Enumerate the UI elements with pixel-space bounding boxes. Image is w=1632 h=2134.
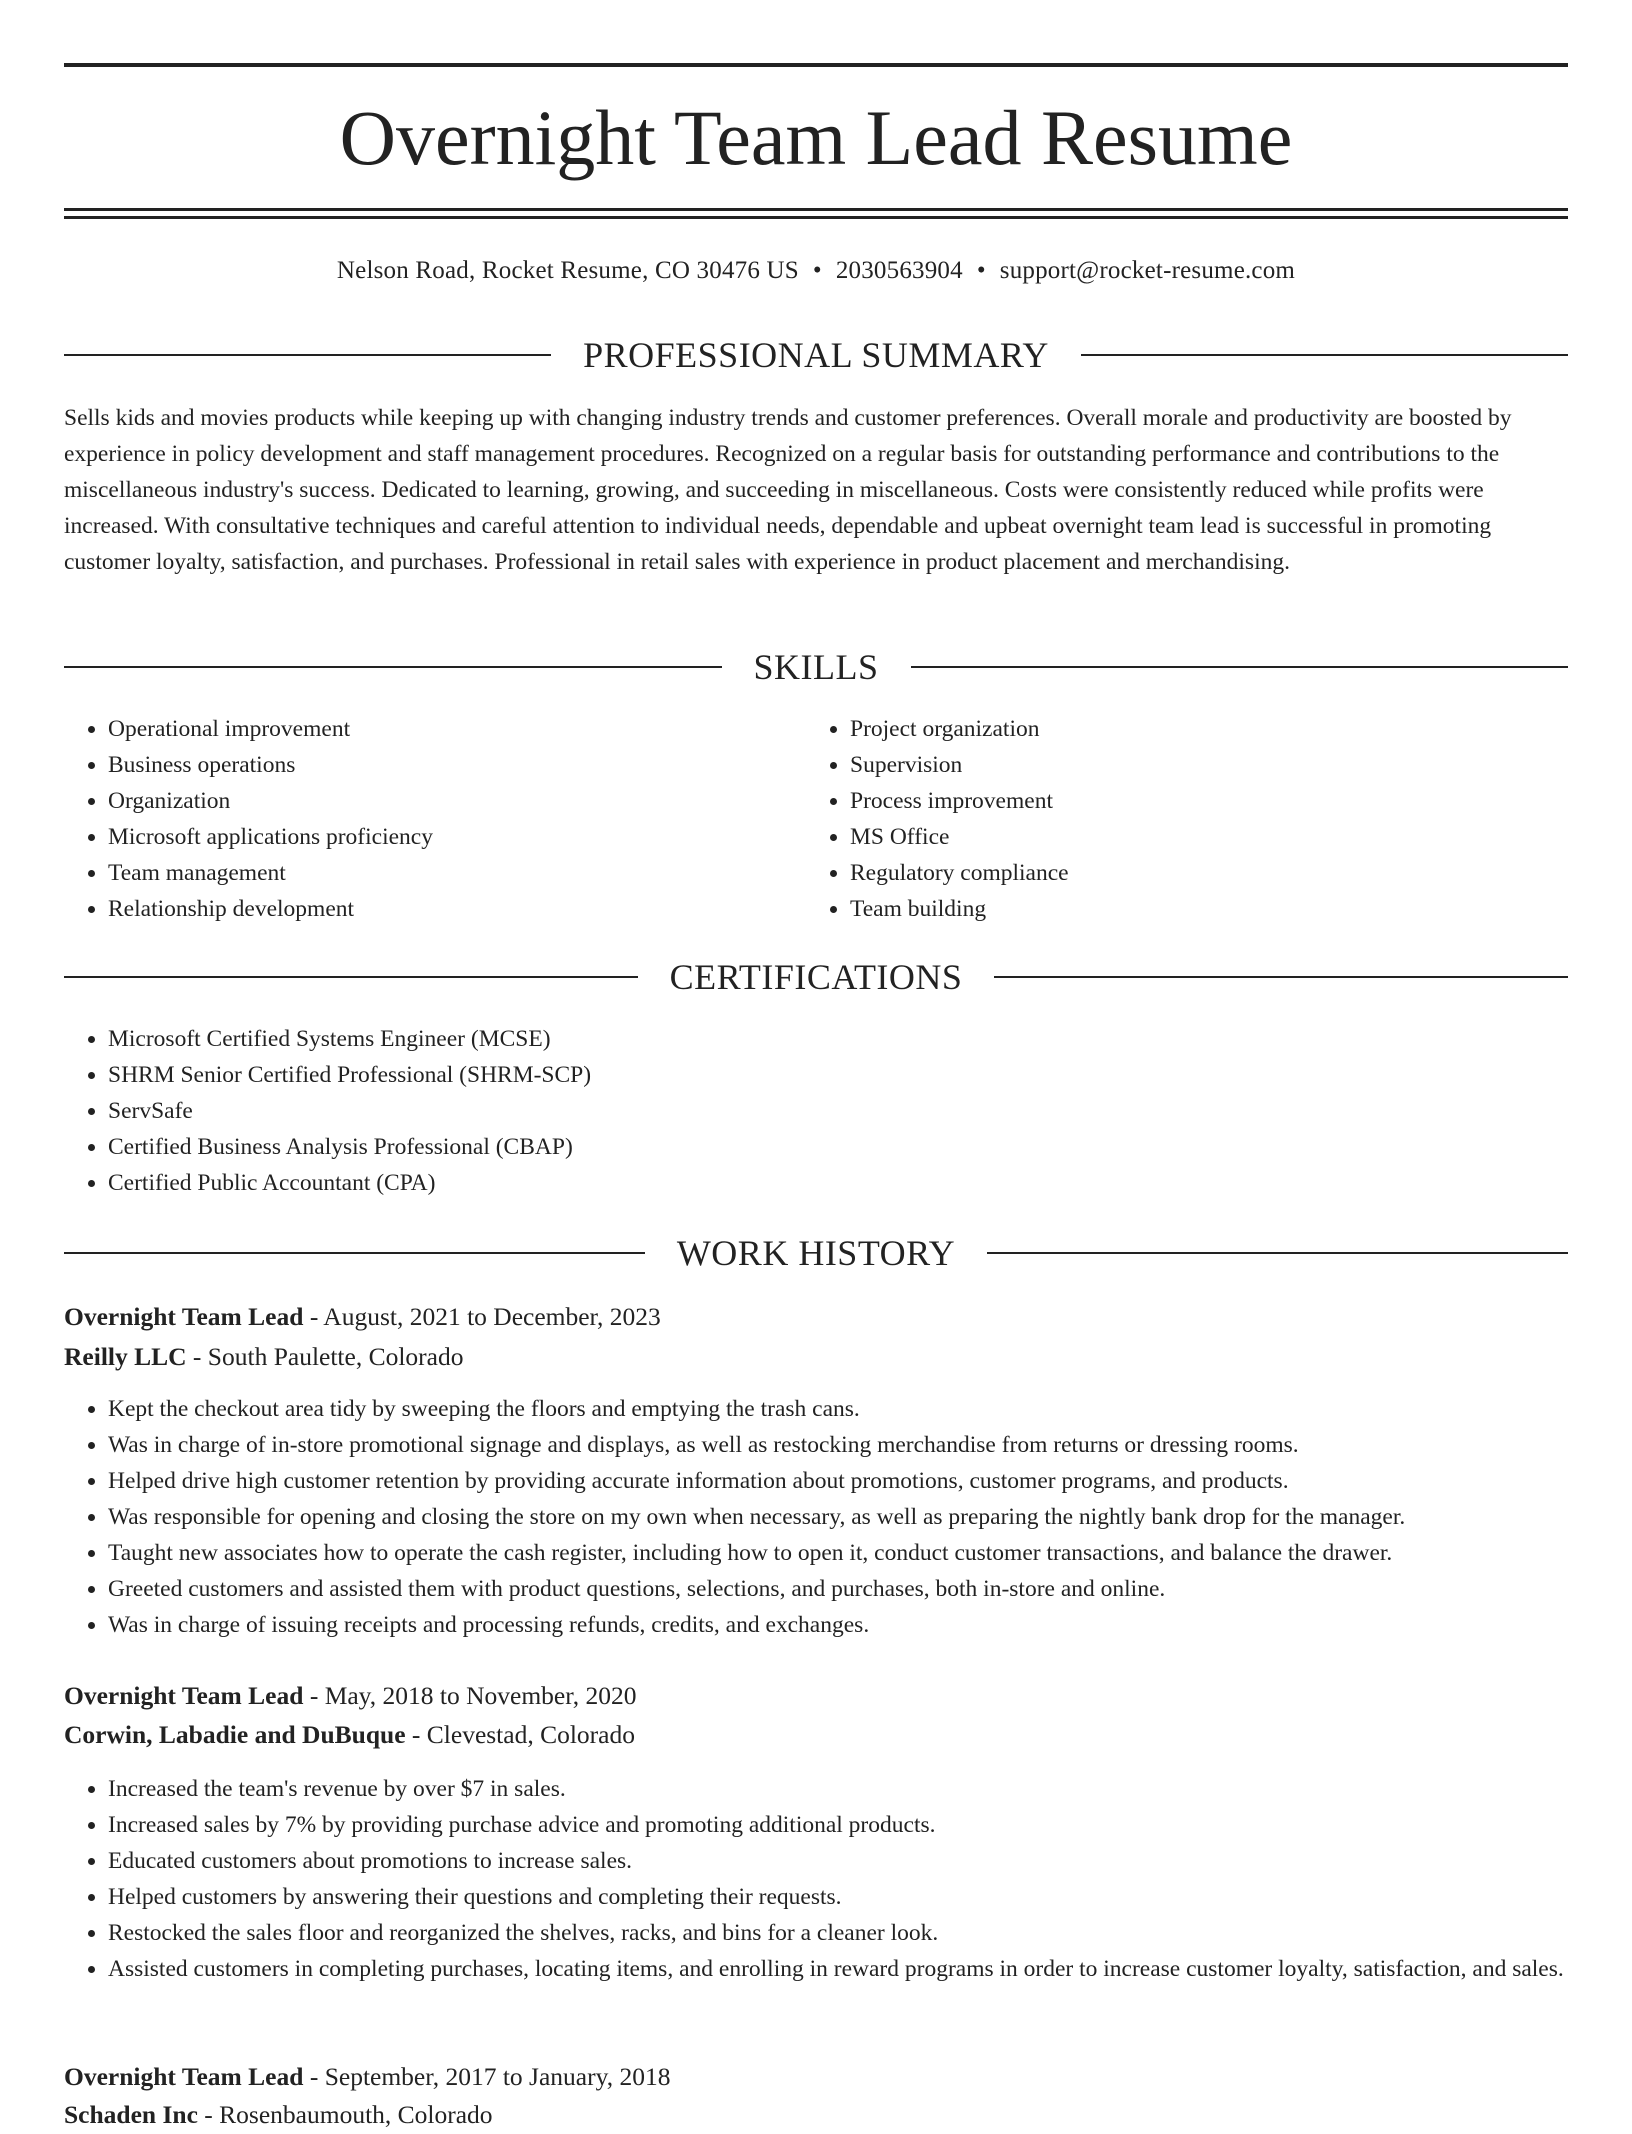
job-bullets	[64, 1391, 1568, 1643]
certification-item: • Certified Public Accountant (CPA)	[108, 1165, 1508, 1201]
job-dates: September, 2017 to January, 2018	[324, 2062, 671, 2091]
job-title: Overnight Team Lead	[64, 1302, 304, 1331]
job-location: Clevestad, Colorado	[426, 1720, 635, 1749]
job-bullets	[64, 1771, 1568, 1987]
skills-list-left	[64, 711, 808, 927]
job-bullet: • Was in charge of in-store promotional signage and displays, as well as restocking merchandise from returns or dressing rooms.	[108, 1427, 1568, 1463]
title-rule-lower	[64, 216, 1568, 219]
certification-item: • Microsoft Certified Systems Engineer (MCSE)	[108, 1021, 1508, 1057]
job-company: Corwin, Labadie and DuBuque	[64, 1720, 406, 1749]
heading-rule	[64, 1252, 645, 1254]
skill-item: • Supervision	[850, 747, 1550, 783]
job-title-line: Overnight Team Lead - May, 2018 to November, 2020	[64, 1681, 637, 1710]
skill-item: • Microsoft applications proficiency	[108, 819, 808, 855]
page-title: Overnight Team Lead Resume	[339, 94, 1293, 181]
job-bullet: • Was responsible for opening and closing the store on my own when necessary, as well as preparing the nightly bank drop for the manager.	[108, 1499, 1568, 1535]
contact-address: Nelson Road, Rocket Resume, CO 30476 US	[336, 257, 799, 284]
job-company: Reilly LLC	[64, 1342, 187, 1371]
job-bullet: • Educated customers about promotions to increase sales.	[108, 1843, 1568, 1879]
summary-text: Sells kids and movies products while keeping up with changing industry trends and customer preferences. Overall morale and productivity are boosted by experience in policy development and staff management procedures. Recognized on a regular basis for outstanding performance and contributions to the miscellaneous industry's success. Dedicated to learning, growing, and succeeding in miscellaneous. Costs were consistently reduced while profits were increased. With consultative techniques and careful attention to individual needs, dependable and upbeat overnight team lead is successful in promoting customer loyalty, satisfaction, and purchases. Professional in retail sales with experience in product placement and merchandising.	[64, 405, 1512, 575]
heading-label: PROFESSIONAL SUMMARY	[583, 335, 1049, 375]
skill-item: • Operational improvement	[108, 711, 808, 747]
skill-item: • Project organization	[850, 711, 1550, 747]
job-location: Rosenbaumouth, Colorado	[219, 2100, 493, 2129]
heading-rule	[64, 976, 638, 978]
skill-item: • Organization	[108, 783, 808, 819]
skill-item: • Relationship development	[108, 891, 808, 927]
job-company-line: Reilly LLC - South Paulette, Colorado	[64, 1342, 464, 1371]
top-rule	[64, 63, 1568, 67]
skill-item: • Team building	[850, 891, 1550, 927]
heading-rule	[1081, 354, 1568, 356]
job-company: Schaden Inc	[64, 2100, 198, 2129]
heading-rule	[64, 666, 722, 668]
heading-label: CERTIFICATIONS	[669, 957, 963, 997]
job-title: Overnight Team Lead	[64, 2062, 304, 2091]
title-rule-upper	[64, 208, 1568, 211]
skill-item: • Process improvement	[850, 783, 1550, 819]
heading-label: WORK HISTORY	[676, 1233, 956, 1273]
job-dates: May, 2018 to November, 2020	[324, 1681, 637, 1710]
job-dates: August, 2021 to December, 2023	[323, 1302, 661, 1331]
certifications-list	[64, 1021, 1508, 1201]
job-company-line: Schaden Inc - Rosenbaumouth, Colorado	[64, 2100, 493, 2129]
job-bullet: • Kept the checkout area tidy by sweeping the floors and emptying the trash cans.	[108, 1391, 1568, 1427]
section-heading-certifications	[64, 955, 1568, 999]
job-bullet: • Helped drive high customer retention by providing accurate information about promotions, customer programs, and products.	[108, 1463, 1568, 1499]
contact-phone: 2030563904	[835, 257, 963, 284]
job-bullet: • Increased the team's revenue by over $7 in sales.	[108, 1771, 1568, 1807]
contact-separator: •	[812, 257, 822, 284]
job-title: Overnight Team Lead	[64, 1681, 304, 1710]
job-bullet: • Taught new associates how to operate the cash register, including how to open it, conduct customer transactions, and balance the drawer.	[108, 1535, 1568, 1571]
skill-item: • MS Office	[850, 819, 1550, 855]
job-bullet: • Restocked the sales floor and reorganized the shelves, racks, and bins for a cleaner look.	[108, 1915, 1568, 1951]
contact-email[interactable]: support@rocket-resume.com	[999, 257, 1296, 284]
job-bullet: • Increased sales by 7% by providing purchase advice and promoting additional products.	[108, 1807, 1568, 1843]
job-bullet: • Greeted customers and assisted them with product questions, selections, and purchases, both in-store and online.	[108, 1571, 1568, 1607]
heading-rule	[911, 666, 1569, 668]
heading-rule	[994, 976, 1568, 978]
job-location: South Paulette, Colorado	[207, 1342, 464, 1371]
job-bullet: • Assisted customers in completing purchases, locating items, and enrolling in reward programs in order to increase customer loyalty, satisfaction, and sales.	[108, 1951, 1568, 1987]
section-heading-skills	[64, 645, 1568, 689]
contact-line	[64, 254, 1568, 288]
certification-item: • SHRM Senior Certified Professional (SHRM-SCP)	[108, 1057, 1508, 1093]
job-title-line: Overnight Team Lead - September, 2017 to January, 2018	[64, 2062, 671, 2091]
job-company-line: Corwin, Labadie and DuBuque - Clevestad, Colorado	[64, 1720, 635, 1749]
certification-item: • ServSafe	[108, 1093, 1508, 1129]
skill-item: • Regulatory compliance	[850, 855, 1550, 891]
section-heading-summary	[64, 333, 1568, 377]
job-bullet: • Was in charge of issuing receipts and processing refunds, credits, and exchanges.	[108, 1607, 1568, 1643]
heading-rule	[64, 354, 551, 356]
skill-item: • Team management	[108, 855, 808, 891]
job-bullet: • Helped customers by answering their questions and completing their requests.	[108, 1879, 1568, 1915]
job-title-line: Overnight Team Lead - August, 2021 to December, 2023	[64, 1302, 661, 1331]
skill-item: • Business operations	[108, 747, 808, 783]
skills-list-right	[806, 711, 1550, 927]
contact-separator: •	[976, 257, 986, 284]
section-heading-work-history	[64, 1231, 1568, 1275]
heading-label: SKILLS	[753, 647, 879, 687]
certification-item: • Certified Business Analysis Professional (CBAP)	[108, 1129, 1508, 1165]
heading-rule	[987, 1252, 1568, 1254]
